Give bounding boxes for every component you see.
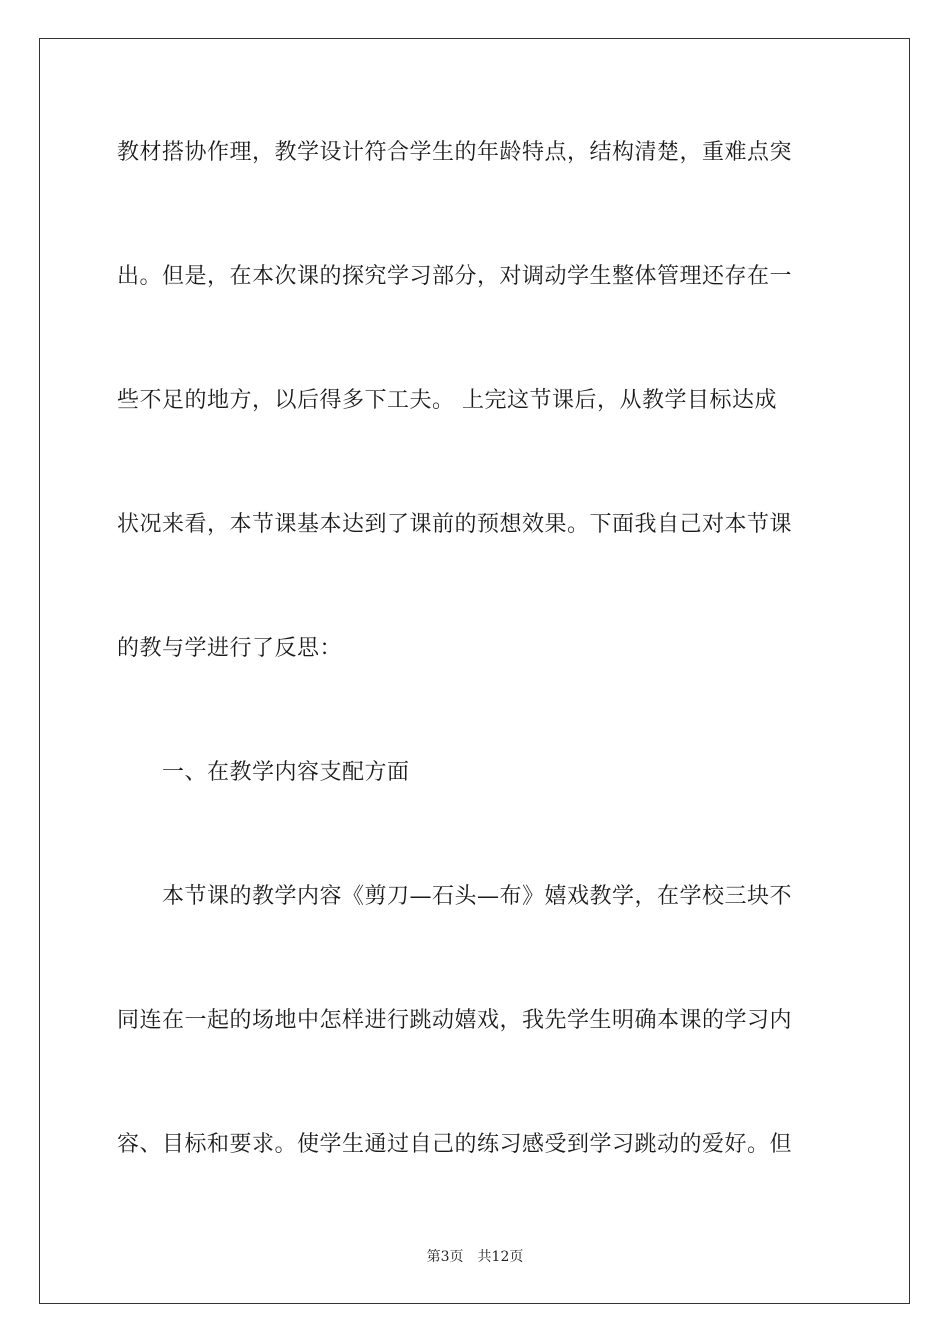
text-line: 状况来看，本节课基本达到了课前的预想效果。下面我自己对本节课 xyxy=(117,512,793,537)
page-total: 共12页 xyxy=(477,1249,524,1265)
text-line: 教材搭协作理，教学设计符合学生的年龄特点，结构清楚，重难点突 xyxy=(117,140,793,165)
text-line: 些不足的地方，以后得多下工夫。 上完这节课后，从教学目标达成 xyxy=(117,388,777,413)
page-number: 第3页 xyxy=(426,1249,464,1265)
page-border xyxy=(39,38,910,1304)
text-line: 出。但是，在本次课的探究学习部分，对调动学生整体管理还存在一 xyxy=(117,264,793,289)
text-line: 容、目标和要求。使学生通过自己的练习感受到学习跳动的爱好。但 xyxy=(117,1132,793,1157)
page-footer xyxy=(0,1247,950,1267)
text-line: 同连在一起的场地中怎样进行跳动嬉戏，我先学生明确本课的学习内 xyxy=(117,1008,793,1033)
text-line: 本节课的教学内容《剪刀—石头—布》嬉戏教学，在学校三块不 xyxy=(117,884,793,909)
text-line: 的教与学进行了反思： xyxy=(117,636,343,661)
section-heading: 一、在教学内容支配方面 xyxy=(117,760,410,785)
